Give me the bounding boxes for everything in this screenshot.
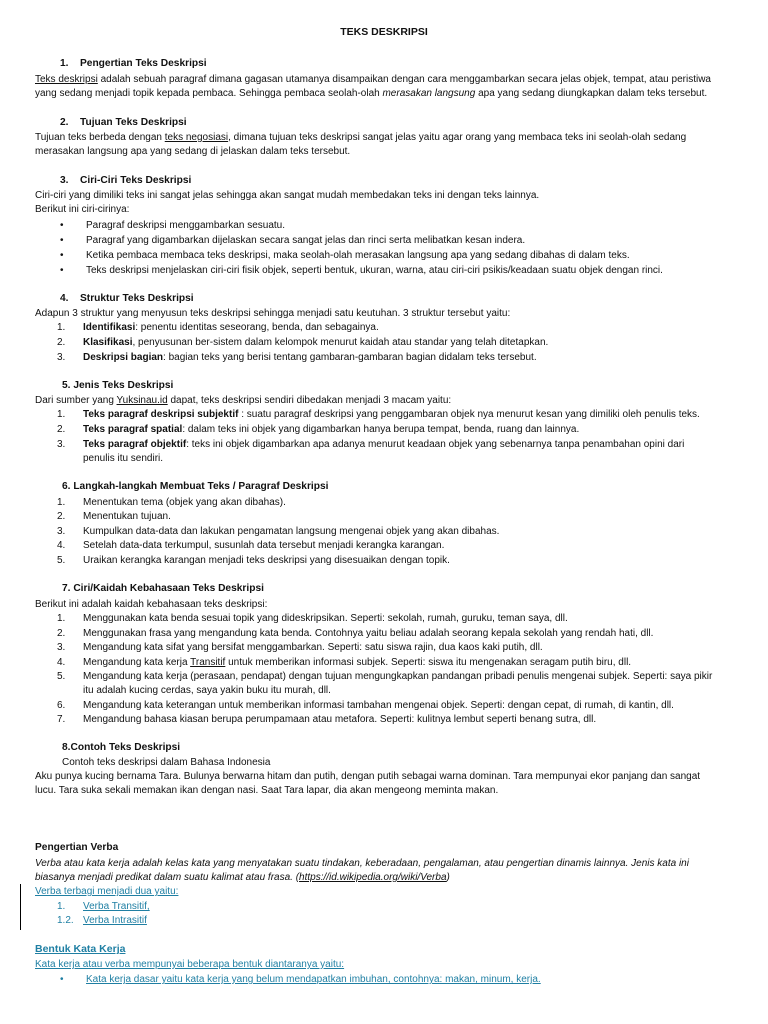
s5-item-2-number: 2. <box>57 424 66 435</box>
s3-bullet-3-text: Ketika pembaca membaca teks deskripsi, maka seolah-olah merasakan langsung apa yang sedang dibahas di dalam teks. <box>86 250 630 261</box>
s6-item-2 <box>57 510 171 524</box>
s4-item-1-term: Identifikasi <box>83 322 136 333</box>
s5-item-3-text: : teks ini objek digambarkan apa adanya menurut keadaan objek yang sebenarnya tanpa penambahan opini dari <box>186 439 685 450</box>
s7-item-5 <box>57 670 712 684</box>
s4-item-3 <box>57 351 537 365</box>
bentuk-kata-kerja-heading[interactable]: Bentuk Kata Kerja <box>35 943 126 955</box>
s7-item-4-text-c: untuk memberikan informasi subjek. Seperti: siswa itu mengenakan seragam putih biru, dll. <box>225 657 632 668</box>
s6-item-1-text: Menentukan tema (objek yang akan dibahas). <box>83 497 286 508</box>
s6-item-5-text: Uraikan kerangka karangan menjadi teks deskripsi yang disesuaikan dengan topik. <box>83 555 450 566</box>
section-3-number: 3. <box>60 175 69 186</box>
s3-bullet-3 <box>60 249 630 263</box>
bullet-icon: • <box>60 235 64 246</box>
section-2-number: 2. <box>60 117 69 128</box>
bentuk-bullet-1 <box>60 973 541 987</box>
s6-item-4-number: 4. <box>57 540 66 551</box>
s7-item-1 <box>57 612 568 626</box>
s2-line-1-text-c: , dimana tujuan teks deskripsi sangat jelas yaitu agar orang yang membaca teks ini seolah-olah sedang <box>228 132 687 143</box>
s7-intro: Berikut ini adalah kaidah kebahasaan teks deskripsi: <box>35 599 268 610</box>
s7-item-5-text: Mengandung kata kerja (perasaan, pendapat) dengan tujuan mengungkapkan pandangan pribadi penulis mengenai subjek. Seperti: saya pikir <box>83 671 713 682</box>
section-7-heading: 7. Ciri/Kaidah Kebahasaan Teks Deskripsi <box>62 583 264 594</box>
section-4-title: Struktur Teks Deskripsi <box>80 293 194 304</box>
change-bar <box>20 884 21 930</box>
bullet-icon: • <box>60 250 64 261</box>
s2-line-1 <box>35 131 740 145</box>
s8-subtitle: Contoh teks deskripsi dalam Bahasa Indonesia <box>62 757 271 768</box>
section-3-heading <box>60 175 191 186</box>
s2-line-2: merasakan langsung apa yang sedang di jelaskan dalam teks tersebut. <box>35 146 351 157</box>
s4-item-2-number: 2. <box>57 337 66 348</box>
verba-line-2 <box>35 871 740 885</box>
section-2-heading <box>60 117 187 128</box>
s6-item-4-text: Setelah data-data terkumpul, susunlah data tersebut menjadi kerangka karangan. <box>83 540 445 551</box>
s7-item-6 <box>57 699 674 713</box>
s5-intro-c: dapat, teks deskripsi sendiri dibedakan menjadi 3 macam yaitu: <box>167 395 452 406</box>
s8-example-paragraph <box>35 770 740 798</box>
s4-item-3-term: Deskripsi bagian <box>83 352 164 363</box>
section-1-number: 1. <box>60 58 69 69</box>
s6-item-5 <box>57 554 450 568</box>
section-4-heading <box>60 293 194 304</box>
s6-item-3 <box>57 525 499 539</box>
verba-intrasitif-link[interactable]: Verba Intrasitif <box>83 915 147 926</box>
s4-item-1-number: 1. <box>57 322 66 333</box>
s4-item-3-text: : bagian teks yang berisi tentang gambaran-gambaran bagian didalam teks tersebut. <box>163 352 537 363</box>
s3-bullet-4 <box>60 264 663 278</box>
s7-item-6-text: Mengandung kata keterangan untuk memberikan informasi tambahan mengenai objek. Seperti: dengan cepat, di rumah, di kantin, dll. <box>83 700 674 711</box>
s1-line-2-italic: merasakan langsung <box>382 88 476 99</box>
s5-item-3-number: 3. <box>57 439 66 450</box>
verba-list-intro-text: Verba terbagi menjadi dua yaitu: <box>35 886 179 897</box>
verba-item-2-number: 1.2. <box>57 915 74 926</box>
s1-line-2-text-c: apa yang sedang diungkapkan dalam teks tersebut. <box>475 88 708 99</box>
s7-item-4 <box>57 656 631 670</box>
s5-item-1-text: : suatu paragraf deskripsi yang penggambaran objek nya menurut kesan yang dimiliki oleh penulis teks. <box>238 409 700 420</box>
s1-line-1-text: adalah sebuah paragraf dimana gagasan utamanya disampaikan dengan cara menggambarkan secara jelas objek, tempat, atau peristiwa <box>97 74 711 85</box>
s6-item-4 <box>57 539 444 553</box>
s7-item-7-text: Mengandung bahasa kiasan berupa perumpamaan atau metafora. Seperti: kulitnya lembut seperti benang sutra, dll. <box>83 714 597 725</box>
section-1-heading <box>60 58 207 69</box>
section-3-paragraph <box>35 189 740 217</box>
s7-item-2 <box>57 627 653 641</box>
bentuk-intro <box>35 958 344 972</box>
s7-item-3 <box>57 641 543 655</box>
section-6-heading: 6. Langkah-langkah Membuat Teks / Paragraf Deskripsi <box>62 481 329 492</box>
s7-item-3-text: Mengandung kata sifat yang bersifat menggambarkan. Seperti: satu siswa rajin, dua kaos kaki putih, dll. <box>83 642 543 653</box>
s4-item-2 <box>57 336 548 350</box>
bentuk-bullet-1-text: Kata kerja dasar yaitu kata kerja yang belum mendapatkan imbuhan, contohnya: makan, minum, kerja. <box>86 974 541 985</box>
s1-line-1 <box>35 73 740 87</box>
s6-item-2-text: Menentukan tujuan. <box>83 511 171 522</box>
s7-item-5-continuation: itu adalah kucing cerdas, saya yakin buku itu murah, dll. <box>83 685 331 696</box>
s3-bullet-4-text: Teks deskripsi menjelaskan ciri-ciri fisik objek, seperti bentuk, ukuran, warna, atau ciri-ciri psikis/keadaan suatu objek dengan rinci. <box>86 265 663 276</box>
s3-bullet-1 <box>60 219 285 233</box>
s8-line-1: Aku punya kucing bernama Tara. Bulunya berwarna hitam dan putih, dengan putih sebagai warna dominan. Tara mempunyai ekor panjang dan sangat <box>35 771 701 782</box>
s6-item-3-number: 3. <box>57 526 66 537</box>
bentuk-intro-text: Kata kerja atau verba mempunyai beberapa bentuk diantaranya yaitu: <box>35 959 345 970</box>
teks-negosiasi-link[interactable]: teks negosiasi <box>164 132 229 143</box>
verba-heading: Pengertian Verba <box>35 842 119 853</box>
verba-line-1: Verba atau kata kerja adalah kelas kata yang menyatakan suatu tindakan, keberadaan, pengalaman, atau pengertian dinamis lainnya. Jenis kata ini <box>35 858 689 869</box>
s2-line-1-text-a: Tujuan teks berbeda dengan <box>35 132 165 143</box>
s3-line-2: Berikut ini ciri-cirinya: <box>35 204 130 215</box>
s5-item-3-term: Teks paragraf objektif <box>83 439 187 450</box>
s7-item-4-number: 4. <box>57 657 66 668</box>
s5-item-1-term: Teks paragraf deskripsi subjektif <box>83 409 239 420</box>
s5-item-3-continuation: penulis itu sendiri. <box>83 453 164 464</box>
s3-bullet-2 <box>60 234 525 248</box>
s1-line-2-text-a: yang sedang menjadi topik kepada pembaca. Sehingga pembaca seolah-olah <box>35 88 383 99</box>
s5-intro <box>35 394 740 408</box>
verba-item-2 <box>57 914 147 928</box>
bullet-icon: • <box>60 265 64 276</box>
s3-bullet-1-text: Paragraf deskripsi menggambarkan sesuatu. <box>86 220 285 231</box>
s5-item-2 <box>57 423 579 437</box>
s4-intro: Adapun 3 struktur yang menyusun teks deskripsi sehingga menjadi satu keutuhan. 3 struktur tersebut yaitu: <box>35 308 511 319</box>
s5-intro-a: Dari sumber yang <box>35 395 117 406</box>
s7-item-1-text: Menggunakan kata benda sesuai topik yang dideskripsikan. Seperti: sekolah, rumah, guruku, teman saya, dll. <box>83 613 568 624</box>
section-4-number: 4. <box>60 293 69 304</box>
section-3-title: Ciri-Ciri Teks Deskripsi <box>80 175 192 186</box>
s4-item-1-text: : penentu identitas seseorang, benda, dan sebagainya. <box>135 322 379 333</box>
s4-item-3-number: 3. <box>57 352 66 363</box>
s5-item-3 <box>57 438 684 452</box>
section-5-heading: 5. Jenis Teks Deskripsi <box>62 380 174 391</box>
wikipedia-link[interactable]: https://id.wikipedia.org/wiki/Verba <box>299 872 447 883</box>
s7-item-4-text-a: Mengandung kata kerja <box>83 657 191 668</box>
s6-item-3-text: Kumpulkan data-data dan lakukan pengamatan langsung mengenai objek yang akan dibahas. <box>83 526 500 537</box>
verba-item-1-number: 1. <box>57 901 66 912</box>
s5-item-1 <box>57 408 700 422</box>
verba-paragraph <box>35 857 740 885</box>
section-1-paragraph <box>35 73 740 101</box>
s7-item-2-text: Menggunakan frasa yang mengandung kata benda. Contohnya yaitu beliau adalah seorang kepala sekolah yang rendah hati, dll. <box>83 628 654 639</box>
verba-line-2-close: ) <box>446 872 450 883</box>
document-title: TEKS DESKRIPSI <box>340 26 428 38</box>
section-8-heading: 8.Contoh Teks Deskripsi <box>62 742 181 753</box>
s4-item-1 <box>57 321 379 335</box>
s3-bullet-2-text: Paragraf yang digambarkan dijelaskan secara sangat jelas dan rinci serta melibatkan kesan indera. <box>86 235 526 246</box>
teks-deskripsi-link[interactable]: Teks deskripsi <box>35 74 98 85</box>
s7-item-1-number: 1. <box>57 613 66 624</box>
verba-list-intro <box>35 885 178 899</box>
section-1-title: Pengertian Teks Deskripsi <box>80 58 207 69</box>
s5-item-1-number: 1. <box>57 409 66 420</box>
verba-item-1 <box>57 900 150 914</box>
s8-line-2: lucu. Tara suka sekali memakan ikan dengan nasi. Saat Tara lapar, dia akan mengeong meminta makan. <box>35 785 499 796</box>
s6-item-1-number: 1. <box>57 497 66 508</box>
s6-item-5-number: 5. <box>57 555 66 566</box>
s7-item-3-number: 3. <box>57 642 66 653</box>
yuksinau-link[interactable]: Yuksinau.id <box>116 395 168 406</box>
s3-line-1: Ciri-ciri yang dimiliki teks ini sangat jelas sehingga akan sangat mudah membedakan teks ini dengan teks lainnya. <box>35 190 540 201</box>
s1-line-2 <box>35 87 740 101</box>
transitif-link[interactable]: Transitif <box>190 657 226 668</box>
s6-item-2-number: 2. <box>57 511 66 522</box>
s5-item-2-text: : dalam teks ini objek yang digambarkan hanya berupa tempat, benda, ruang dan lainnya. <box>182 424 580 435</box>
s5-item-2-term: Teks paragraf spatial <box>83 424 183 435</box>
section-2-title: Tujuan Teks Deskripsi <box>80 117 187 128</box>
s7-item-6-number: 6. <box>57 700 66 711</box>
bullet-icon: • <box>60 974 64 985</box>
s7-item-5-number: 5. <box>57 671 66 682</box>
s4-item-2-text: , penyusunan ber-sistem dalam kelompok menurut kaidah atau standar yang telah ditetapkan. <box>132 337 549 348</box>
s4-item-2-term: Klasifikasi <box>83 337 133 348</box>
s7-item-2-number: 2. <box>57 628 66 639</box>
section-2-paragraph <box>35 131 740 159</box>
verba-transitif-link[interactable]: Verba Transitif, <box>83 901 150 912</box>
s7-item-7 <box>57 713 596 727</box>
verba-line-2-text: biasanya menjadi predikat dalam suatu kalimat atau frasa. ( <box>35 872 300 883</box>
bullet-icon: • <box>60 220 64 231</box>
s7-item-7-number: 7. <box>57 714 66 725</box>
s6-item-1 <box>57 496 286 510</box>
